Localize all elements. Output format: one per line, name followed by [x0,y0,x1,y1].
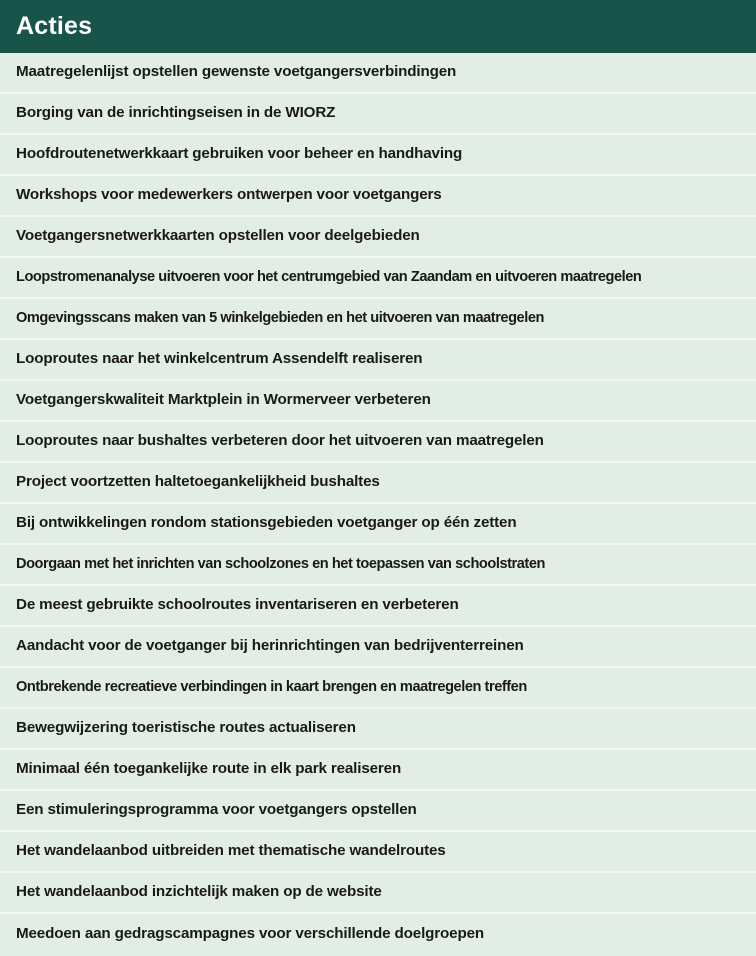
action-label: Maatregelenlijst opstellen gewenste voetgangersverbindingen [16,63,457,81]
list-item[interactable] [0,258,756,299]
list-item[interactable] [0,135,756,176]
list-item[interactable] [0,422,756,463]
list-item[interactable] [0,53,756,94]
list-item[interactable] [0,545,756,586]
list-item[interactable] [0,586,756,627]
action-label: Loopstromenanalyse uitvoeren voor het centrumgebied van Zaandam en uitvoeren maatregelen [16,269,642,286]
action-label: Aandacht voor de voetganger bij herinrichtingen van bedrijventerreinen [16,637,524,655]
action-label: Omgevingsscans maken van 5 winkelgebieden en het uitvoeren van maatregelen [16,310,544,327]
list-item[interactable] [0,627,756,668]
action-label: De meest gebruikte schoolroutes inventariseren en verbeteren [16,596,459,614]
action-label: Workshops voor medewerkers ontwerpen voor voetgangers [16,186,442,204]
panel-header [0,0,756,53]
action-label: Doorgaan met het inrichten van schoolzones en het toepassen van schoolstraten [16,556,545,573]
action-label: Hoofdroutenetwerkkaart gebruiken voor beheer en handhaving [16,145,463,163]
list-item[interactable] [0,176,756,217]
action-label: Voetgangersnetwerkkaarten opstellen voor deelgebieden [16,227,420,245]
action-label: Het wandelaanbod inzichtelijk maken op de website [16,883,382,901]
action-label: Voetgangerskwaliteit Marktplein in Wormerveer verbeteren [16,391,431,409]
list-item[interactable] [0,463,756,504]
action-label: Bij ontwikkelingen rondom stationsgebieden voetganger op één zetten [16,514,517,532]
action-label: Meedoen aan gedragscampagnes voor verschillende doelgroepen [16,925,485,943]
action-label: Ontbrekende recreatieve verbindingen in kaart brengen en maatregelen treffen [16,679,527,696]
list-item[interactable] [0,791,756,832]
action-label: Bewegwijzering toeristische routes actualiseren [16,719,356,737]
list-item[interactable] [0,668,756,709]
list-item[interactable] [0,750,756,791]
list-item[interactable] [0,340,756,381]
action-label: Minimaal één toegankelijke route in elk park realiseren [16,760,402,778]
list-item[interactable] [0,94,756,135]
page-title: Acties [16,12,93,40]
action-label: Het wandelaanbod uitbreiden met thematische wandelroutes [16,842,446,860]
actions-list [0,53,756,956]
list-item[interactable] [0,381,756,422]
action-label: Een stimuleringsprogramma voor voetgangers opstellen [16,801,417,819]
list-item[interactable] [0,873,756,914]
list-item[interactable] [0,709,756,750]
list-item[interactable] [0,832,756,873]
list-item[interactable] [0,504,756,545]
action-label: Borging van de inrichtingseisen in de WIORZ [16,104,336,122]
action-label: Looproutes naar bushaltes verbeteren door het uitvoeren van maatregelen [16,432,544,450]
action-label: Looproutes naar het winkelcentrum Assendelft realiseren [16,350,423,368]
list-item[interactable] [0,914,756,955]
list-item[interactable] [0,299,756,340]
action-label: Project voortzetten haltetoegankelijkheid bushaltes [16,473,380,491]
list-item[interactable] [0,217,756,258]
